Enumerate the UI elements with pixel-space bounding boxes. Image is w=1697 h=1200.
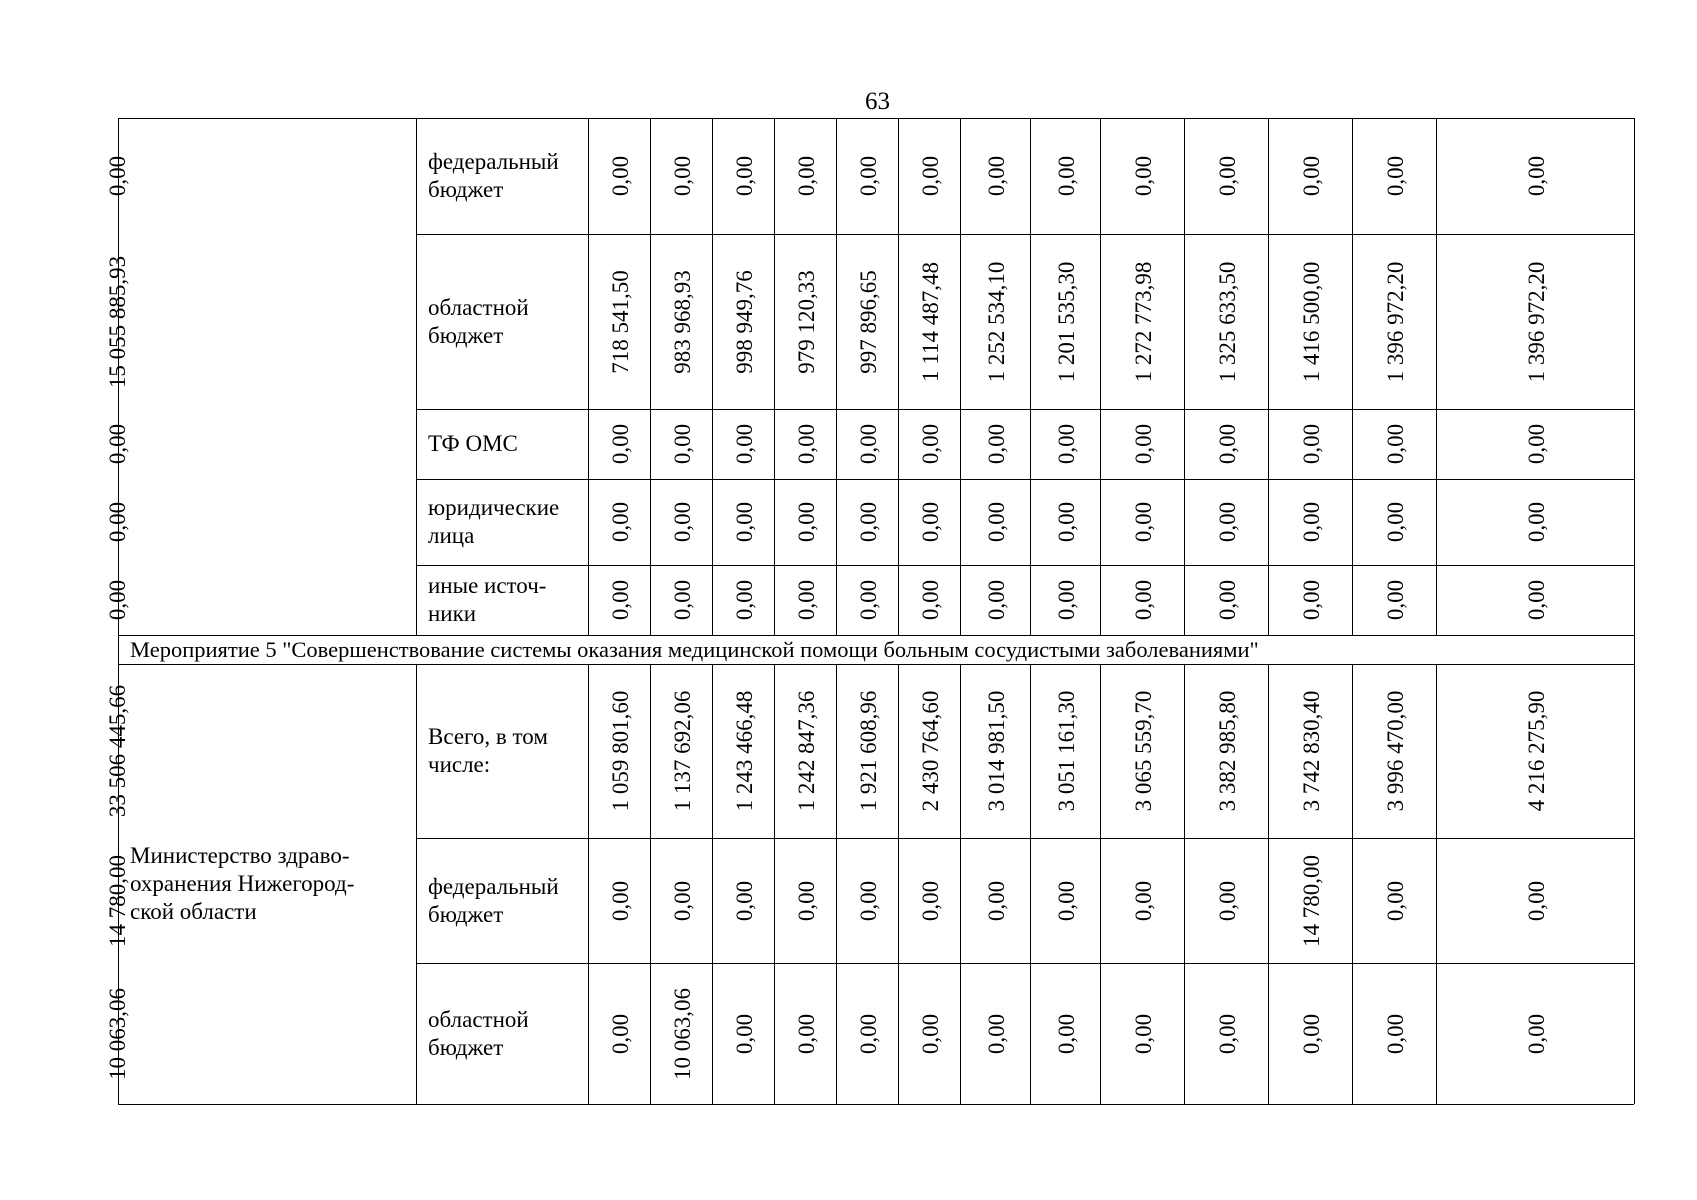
funding-source-label: федеральный бюджет [428, 873, 559, 927]
amount-cell: 0,00 [1215, 579, 1240, 621]
table-rule-vertical [836, 118, 837, 635]
amount-cell: 0,00 [918, 579, 943, 621]
table-rule-vertical [1100, 664, 1101, 1104]
amount-cell: 0,00 [608, 579, 633, 621]
amount-cell: 0,00 [608, 423, 633, 465]
table-rule-vertical [1352, 118, 1353, 635]
table-rule-vertical [588, 664, 589, 1104]
amount-cell: 0,00 [105, 501, 130, 543]
amount-cell: 0,00 [984, 880, 1009, 921]
amount-cell: 2 430 764,60 [918, 690, 943, 812]
table-rule-horizontal [416, 409, 1634, 410]
amount-cell: 0,00 [1131, 880, 1156, 921]
funding-source-label: областной бюджет [428, 1006, 529, 1060]
funding-source-label: юридические лица [428, 495, 560, 548]
amount-cell: 1 201 535,30 [1054, 261, 1079, 382]
amount-cell: 1 242 847,36 [794, 690, 819, 812]
amount-cell: 979 120,33 [794, 269, 819, 374]
table-rule-vertical [588, 118, 589, 635]
amount-cell: 0,00 [1131, 1013, 1156, 1054]
amount-cell: 0,00 [918, 423, 943, 465]
table-rule-vertical [898, 118, 899, 635]
amount-cell: 0,00 [608, 501, 633, 543]
table-rule-vertical [1100, 118, 1101, 635]
amount-cell: 0,00 [1524, 1013, 1549, 1054]
table-rule-horizontal [416, 479, 1634, 480]
table-rule-horizontal [416, 838, 1634, 839]
amount-cell: 0,00 [984, 501, 1009, 543]
amount-cell: 0,00 [1299, 1013, 1324, 1054]
amount-cell: 0,00 [856, 155, 881, 197]
funding-source-label: ТФ ОМС [428, 431, 518, 456]
amount-cell: 0,00 [856, 579, 881, 621]
amount-cell: 0,00 [732, 155, 757, 197]
amount-cell: 0,00 [1131, 423, 1156, 465]
amount-cell: 0,00 [732, 501, 757, 543]
table-rule-horizontal [416, 234, 1634, 235]
amount-cell: 0,00 [1524, 501, 1549, 543]
table-rule-horizontal [118, 118, 1634, 119]
amount-cell: 0,00 [918, 501, 943, 543]
amount-cell: 0,00 [105, 423, 130, 465]
amount-cell: 0,00 [794, 1013, 819, 1054]
table-rule-vertical [1436, 664, 1437, 1104]
table-rule-horizontal [416, 963, 1634, 964]
amount-cell: 0,00 [856, 501, 881, 543]
amount-cell: 0,00 [1131, 579, 1156, 621]
amount-cell: 4 216 275,90 [1524, 690, 1549, 812]
amount-cell: 1 921 608,96 [856, 690, 881, 812]
amount-cell: 0,00 [1054, 155, 1079, 197]
amount-cell: 0,00 [1383, 155, 1408, 197]
table-rule-vertical [1352, 664, 1353, 1104]
amount-cell: 1 243 466,48 [732, 690, 757, 812]
table-rule-vertical [774, 664, 775, 1104]
table-rule-vertical [960, 664, 961, 1104]
amount-cell: 0,00 [1524, 880, 1549, 921]
amount-cell: 1 396 972,20 [1524, 261, 1549, 382]
table-rule-vertical [836, 664, 837, 1104]
table-rule-vertical [1268, 118, 1269, 635]
amount-cell: 0,00 [1054, 579, 1079, 621]
amount-cell: 0,00 [1299, 501, 1324, 543]
amount-cell: 983 968,93 [670, 269, 695, 374]
amount-cell: 0,00 [856, 880, 881, 921]
table-rule-vertical [712, 118, 713, 635]
amount-cell: 0,00 [918, 880, 943, 921]
amount-cell: 0,00 [1054, 1013, 1079, 1054]
amount-cell: 0,00 [608, 155, 633, 197]
table-rule-vertical [1634, 118, 1635, 1104]
amount-cell: 1 137 692,06 [670, 690, 695, 812]
table-rule-vertical [1184, 118, 1185, 635]
amount-cell: 0,00 [1215, 155, 1240, 197]
measure-title: Мероприятие 5 "Совершенствование системы оказания медицинской помощи больным сосудистыми заболеваниями" [130, 637, 1259, 662]
funding-source-label: федеральный бюджет [428, 149, 559, 202]
amount-cell: 0,00 [984, 423, 1009, 465]
amount-cell: 0,00 [1383, 1013, 1408, 1054]
amount-cell: 0,00 [984, 579, 1009, 621]
amount-cell: 0,00 [794, 423, 819, 465]
executor-name: Министерство здраво- охранения Нижегород- ской области [130, 843, 355, 924]
amount-cell: 3 014 981,50 [984, 690, 1009, 812]
amount-cell: 0,00 [856, 1013, 881, 1054]
amount-cell: 0,00 [1524, 423, 1549, 465]
amount-cell: 0,00 [1215, 423, 1240, 465]
table-rule-vertical [1030, 664, 1031, 1104]
amount-cell: 0,00 [670, 155, 695, 197]
amount-cell: 0,00 [1215, 1013, 1240, 1054]
amount-cell: 0,00 [670, 501, 695, 543]
amount-cell: 0,00 [732, 1013, 757, 1054]
table-rule-vertical [1030, 118, 1031, 635]
amount-cell: 0,00 [1131, 155, 1156, 197]
amount-cell: 998 949,76 [732, 269, 757, 374]
amount-cell: 0,00 [670, 423, 695, 465]
amount-cell: 0,00 [1299, 579, 1324, 621]
amount-cell: 0,00 [1299, 423, 1324, 465]
amount-cell: 3 051 161,30 [1054, 690, 1079, 812]
amount-cell: 0,00 [1524, 155, 1549, 197]
funding-source-label: Всего, в том числе: [428, 724, 548, 777]
amount-cell: 997 896,65 [856, 269, 881, 374]
amount-cell: 14 780,00 [1299, 854, 1324, 947]
amount-cell: 3 996 470,00 [1383, 690, 1408, 812]
amount-cell: 0,00 [105, 155, 130, 197]
amount-cell: 0,00 [918, 1013, 943, 1054]
amount-cell: 0,00 [670, 880, 695, 921]
table-rule-vertical [960, 118, 961, 635]
amount-cell: 718 541,50 [608, 269, 633, 374]
table-rule-vertical [774, 118, 775, 635]
amount-cell: 0,00 [670, 579, 695, 621]
amount-cell: 0,00 [105, 579, 130, 621]
amount-cell: 0,00 [984, 1013, 1009, 1054]
amount-cell: 1 325 633,50 [1215, 261, 1240, 382]
amount-cell: 0,00 [1054, 501, 1079, 543]
table-rule-vertical [712, 664, 713, 1104]
amount-cell: 0,00 [794, 501, 819, 543]
amount-cell: 0,00 [1299, 155, 1324, 197]
page-number: 63 [865, 88, 890, 115]
amount-cell: 3 065 559,70 [1131, 690, 1156, 812]
amount-cell: 0,00 [1215, 501, 1240, 543]
amount-cell: 0,00 [1131, 501, 1156, 543]
amount-cell: 0,00 [1383, 423, 1408, 465]
amount-cell: 10 063,06 [105, 987, 130, 1080]
amount-cell: 0,00 [608, 880, 633, 921]
amount-cell: 14 780,00 [105, 854, 130, 947]
amount-cell: 1 059 801,60 [608, 690, 633, 812]
table-rule-vertical [1268, 664, 1269, 1104]
amount-cell: 0,00 [856, 423, 881, 465]
amount-cell: 1 114 487,48 [918, 261, 943, 382]
table-rule-vertical [1184, 664, 1185, 1104]
amount-cell: 1 416 500,00 [1299, 261, 1324, 382]
funding-source-label: иные источ- ники [428, 573, 547, 626]
table-rule-vertical [898, 664, 899, 1104]
table-rule-horizontal [118, 1104, 1634, 1105]
amount-cell: 0,00 [918, 155, 943, 197]
table-rule-vertical [1436, 118, 1437, 635]
table-rule-vertical [650, 118, 651, 635]
amount-cell: 0,00 [1383, 579, 1408, 621]
amount-cell: 1 396 972,20 [1383, 261, 1408, 382]
funding-source-label: областной бюджет [428, 294, 529, 348]
amount-cell: 0,00 [794, 880, 819, 921]
amount-cell: 1 252 534,10 [984, 261, 1009, 382]
amount-cell: 0,00 [732, 579, 757, 621]
amount-cell: 0,00 [1215, 880, 1240, 921]
amount-cell: 0,00 [1054, 423, 1079, 465]
table-rule-vertical [650, 664, 651, 1104]
amount-cell: 0,00 [732, 423, 757, 465]
amount-cell: 0,00 [1054, 880, 1079, 921]
amount-cell: 3 382 985,80 [1215, 690, 1240, 812]
amount-cell: 3 742 830,40 [1299, 690, 1324, 812]
table-rule-horizontal [416, 565, 1634, 566]
amount-cell: 15 055 885,93 [105, 255, 130, 388]
amount-cell: 1 272 773,98 [1131, 261, 1156, 382]
amount-cell: 10 063,06 [670, 987, 695, 1080]
amount-cell: 0,00 [984, 155, 1009, 197]
amount-cell: 0,00 [1524, 579, 1549, 621]
amount-cell: 0,00 [794, 579, 819, 621]
budget-table [105, 118, 1634, 1104]
amount-cell: 33 506 445,66 [105, 684, 130, 818]
amount-cell: 0,00 [1383, 880, 1408, 921]
amount-cell: 0,00 [794, 155, 819, 197]
amount-cell: 0,00 [732, 880, 757, 921]
amount-cell: 0,00 [1383, 501, 1408, 543]
amount-cell: 0,00 [608, 1013, 633, 1054]
